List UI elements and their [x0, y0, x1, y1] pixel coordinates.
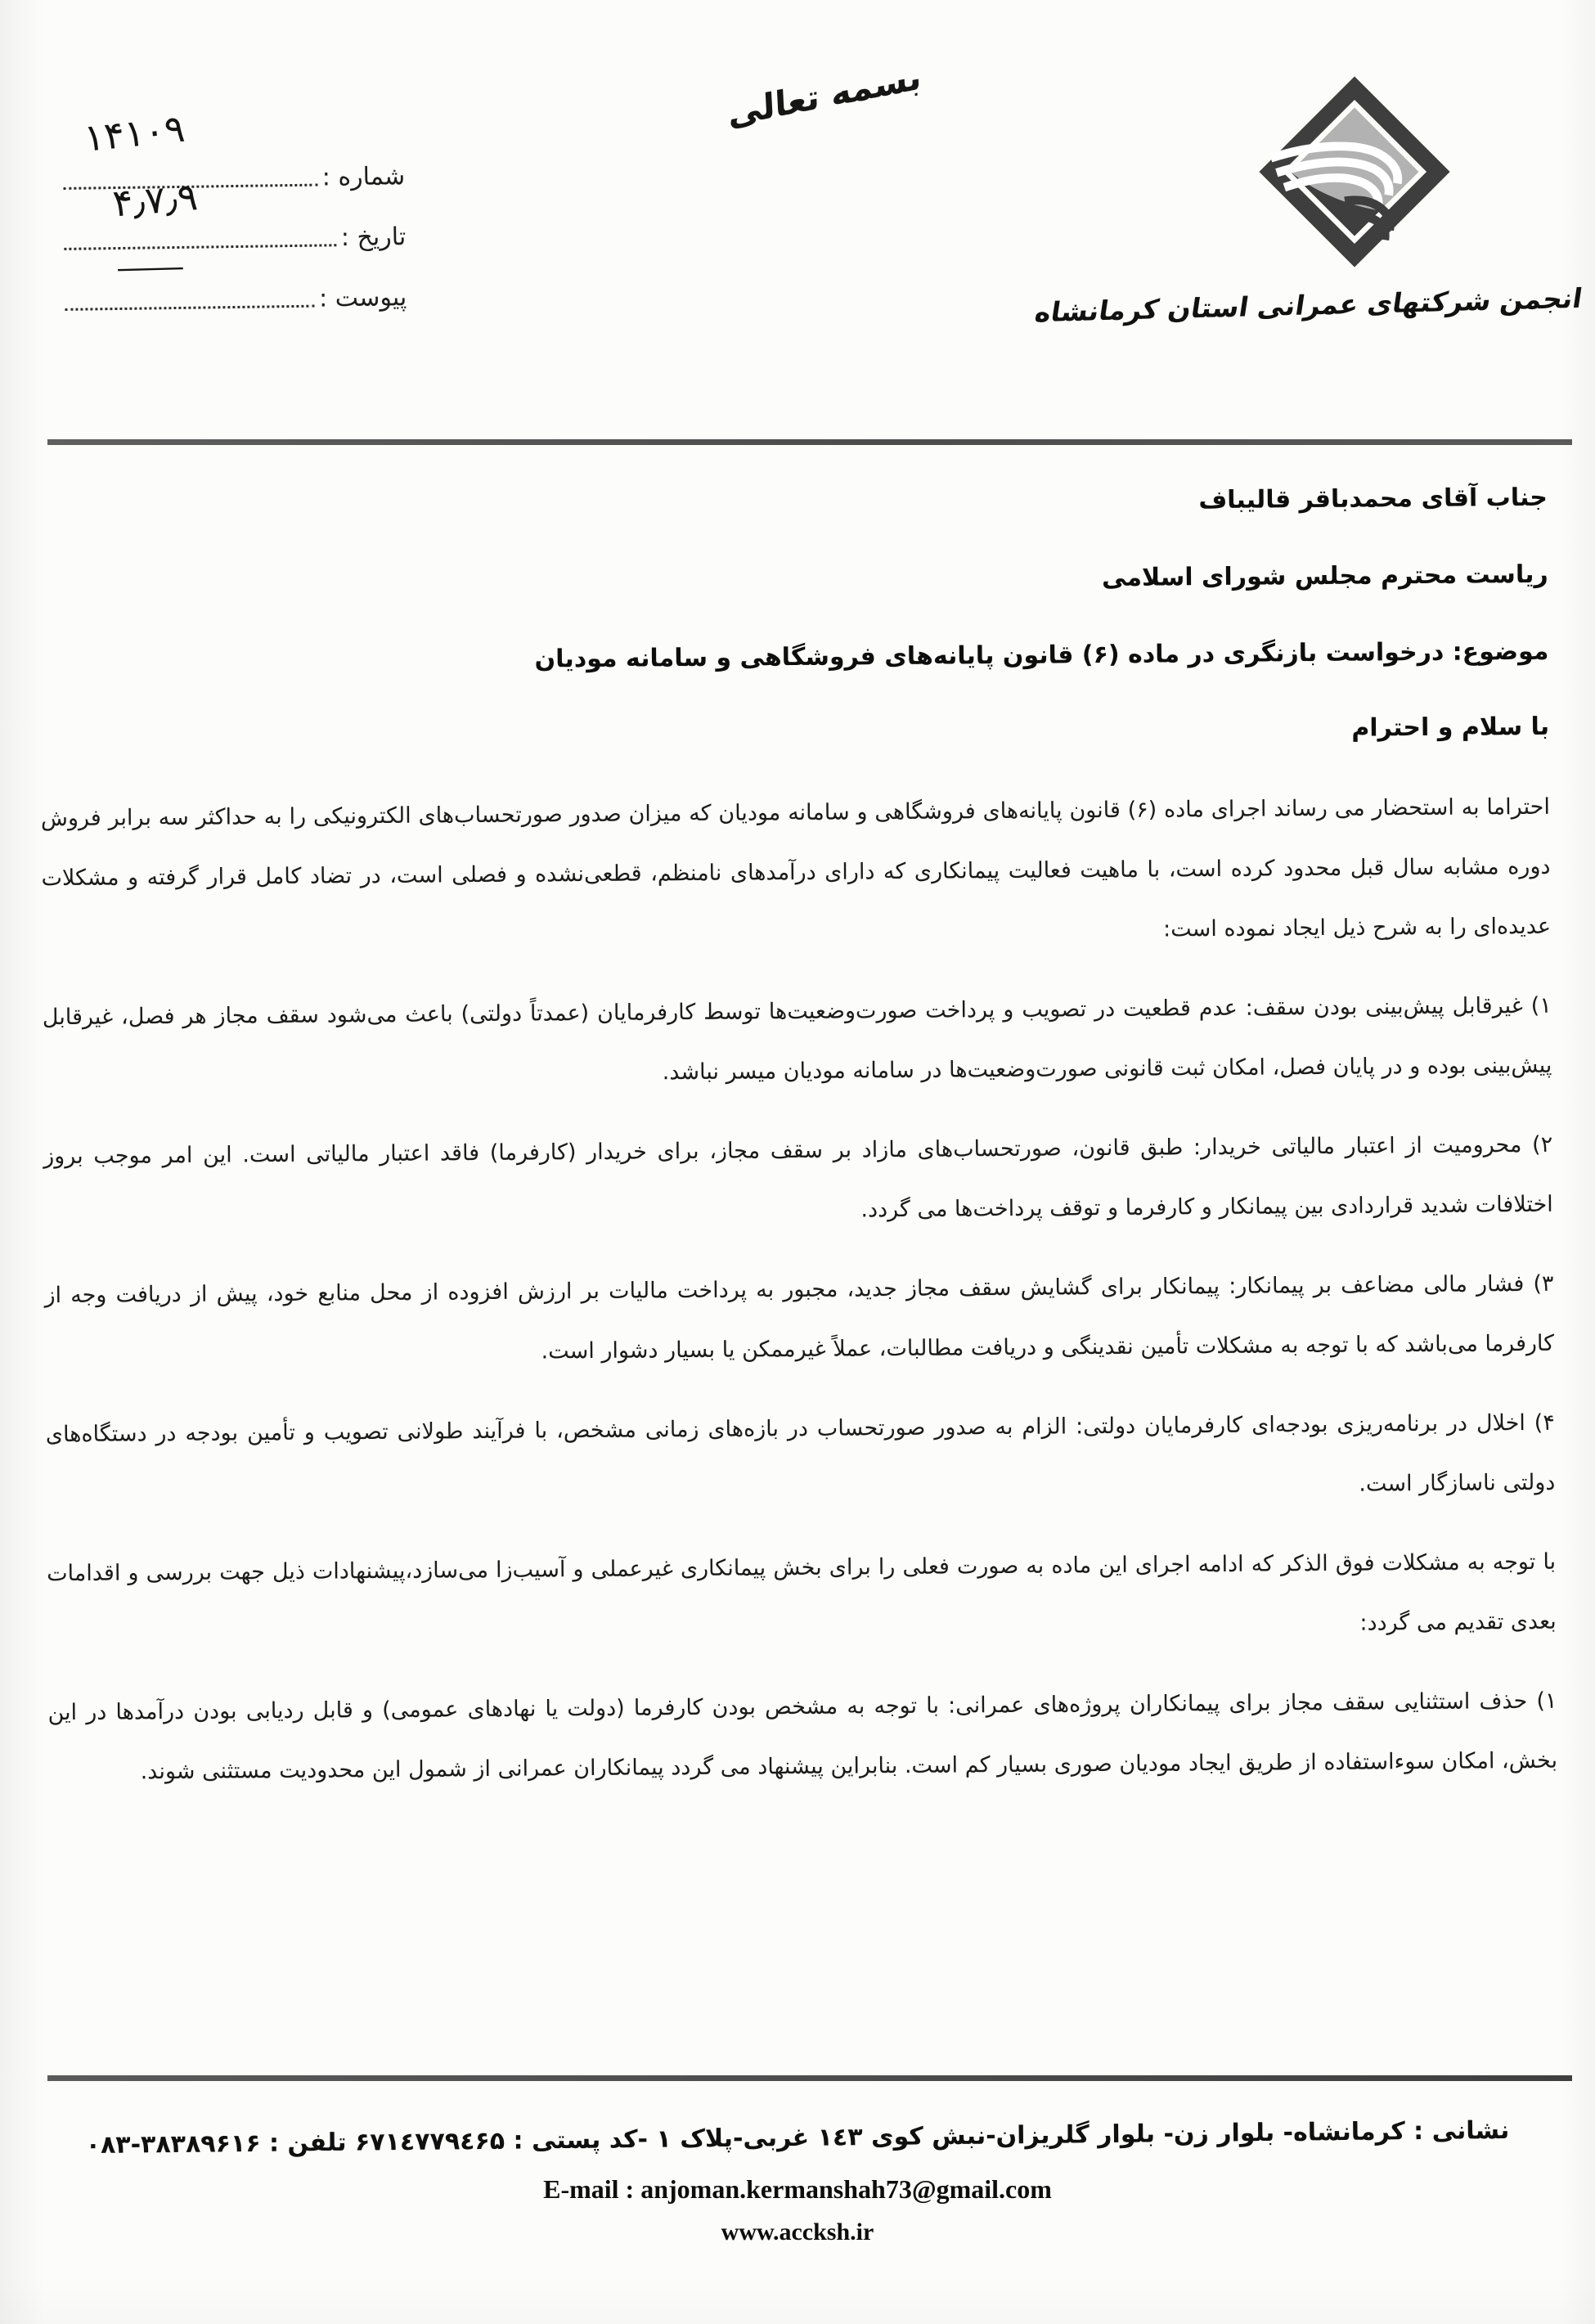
ref-attachment-label: پیوست : — [318, 283, 407, 313]
footer-address-text: نشانی : کرمانشاه- بلوار زن- بلوار گلریزان-نبش کوی ۱٤۳ غربی-پلاک ۱ -کد پستی : ۶۷۱٤۷۷۹٤۶۵ تلفن : — [260, 2115, 1510, 2158]
intro-paragraph: احتراما به استحضار می رساند اجرای ماده (۶) قانون پایانه‌های فروشگاهی و سامانه مودیان که میزان صدور صورتحساب‌های الکترونیکی را به حداکثر سه برابر فروش دوره مشابه سال قبل محدود کرده است، با ماهیت فعالیت پیمانکاری که دارای درآمدهای نامنظم، قطعی‌نشده و فصلی است، در تضاد کامل قرار گرفته و مشکلات عدیده‌ای را به شرح ذیل ایجاد نموده است: — [40, 793, 1552, 942]
salutation: با سلام و احترام — [1351, 712, 1550, 743]
header-divider-rule — [47, 439, 1572, 445]
proposal-item-1: ۱) حذف استثنایی سقف مجاز برای پیمانکاران پروژه‌های عمرانی: با توجه به مشخص بودن کارفرما (دولت یا نهادهای عمومی) و قابل ردیابی بودن درآمدها در این بخش، امکان سوءاستفاده از طریق ایجاد مودیان صوری بسیار کم است. بنابراین پیشنهاد می گردد پیمانکاران عمرانی از شمول این محدودیت مستثنی شوند. — [47, 1688, 1558, 1785]
problem-item-1: ۱) غیرقابل پیش‌بینی بودن سقف: عدم قطعیت در تصویب و پرداخت صورت‌وضعیت‌ها توسط کارفرمایان (عمدتاً دولتی) باعث می‌شود سقف مجاز هر فصل، غیرقابل پیش‌بینی بوده و در پایان فصل، امکان ثبت قانونی صورت‌وضعیت‌ها در سامانه مودیان میسر نباشد. — [42, 992, 1552, 1086]
org-logo — [1257, 72, 1452, 272]
recipient-title: ریاست محترم مجلس شورای اسلامی — [1101, 560, 1548, 593]
ref-number-value-handwritten: ۱۴۱۰۹ — [82, 106, 187, 160]
reference-fields — [62, 106, 407, 318]
footer-email-address: anjoman.kermanshah73@gmail.com — [640, 2174, 1052, 2204]
subject-line: موضوع: درخواست بازنگری در ماده (۶) قانون پایانه‌های فروشگاهی و سامانه مودیان — [534, 636, 1549, 674]
footer-website: www.accksh.ir — [721, 2218, 874, 2245]
footer-email-line — [0, 2174, 1595, 2205]
bismillah-calligraphy: بسمه تعالی — [726, 56, 923, 135]
footer-address-line — [0, 2115, 1595, 2160]
problem-item-3: ۳) فشار مالی مضاعف بر پیمانکار: پیمانکار برای گشایش سقف مجاز جدید، مجبور به پرداخت مالیات بر ارزش افزوده از محل منابع خود، پیش از دریافت وجه از کارفرما می‌باشد که با توجه به مشکلات تأمین نقدینگی و دریافت مطالبات، عملاً غیرممکن یا بسیار دشوار است. — [44, 1270, 1555, 1364]
transition-paragraph: با توجه به مشکلات فوق الذکر که ادامه اجرای این ماده به صورت فعلی را برای بخش پیمانکاری غیرعملی و آسیب‌زا می‌سازد،پیشنهادات ذیل جهت بررسی و اقدامات بعدی تقدیم می گردد: — [47, 1549, 1557, 1636]
ref-number-label: شماره : — [321, 162, 406, 192]
ref-attachment-row — [65, 250, 407, 318]
ref-date-dotted-line — [64, 244, 336, 250]
footer-email-label: E-mail : — [543, 2174, 641, 2204]
problem-item-2: ۲) محرومیت از اعتبار مالیاتی خریدار: طبق قانون، صورتحساب‌های مازاد بر سقف مجاز، برای خریدار (کارفرما) فاقد اعتبار مالیاتی است. این امر موجب بروز اختلافات شدید قراردادی بین پیمانکار و کارفرما و توقف پرداخت‌ها می گردد. — [43, 1131, 1553, 1223]
ref-attachment-value-handwritten: — — [112, 250, 188, 285]
ref-attachment-dotted-line — [65, 305, 314, 311]
footer-divider-rule — [47, 2075, 1572, 2081]
ref-date-value-handwritten: ۴٫۷٫۹ — [110, 174, 200, 226]
recipient-name: جناب آقای محمدباقر قالیباف — [1198, 483, 1548, 515]
letter-body — [38, 465, 1558, 1802]
org-name-calligraphy: انجمن شرکتهای عمرانی استان کرمانشاه — [1032, 281, 1585, 329]
diamond-waves-logo-icon — [1257, 72, 1452, 272]
footer-phone: ۰۸۳-۳۸۳۸۹۶۱۶ — [85, 2128, 261, 2160]
ref-date-label: تاریخ : — [340, 223, 407, 253]
problem-item-4: ۴) اخلال در برنامه‌ریزی بودجه‌ای کارفرمایان دولتی: الزام به صدور صورتحساب در بازه‌های زمانی مشخص، با فرآیند طولانی تصویب و تأمین بودجه در دستگاه‌های دولتی ناسازگار است. — [45, 1409, 1556, 1497]
